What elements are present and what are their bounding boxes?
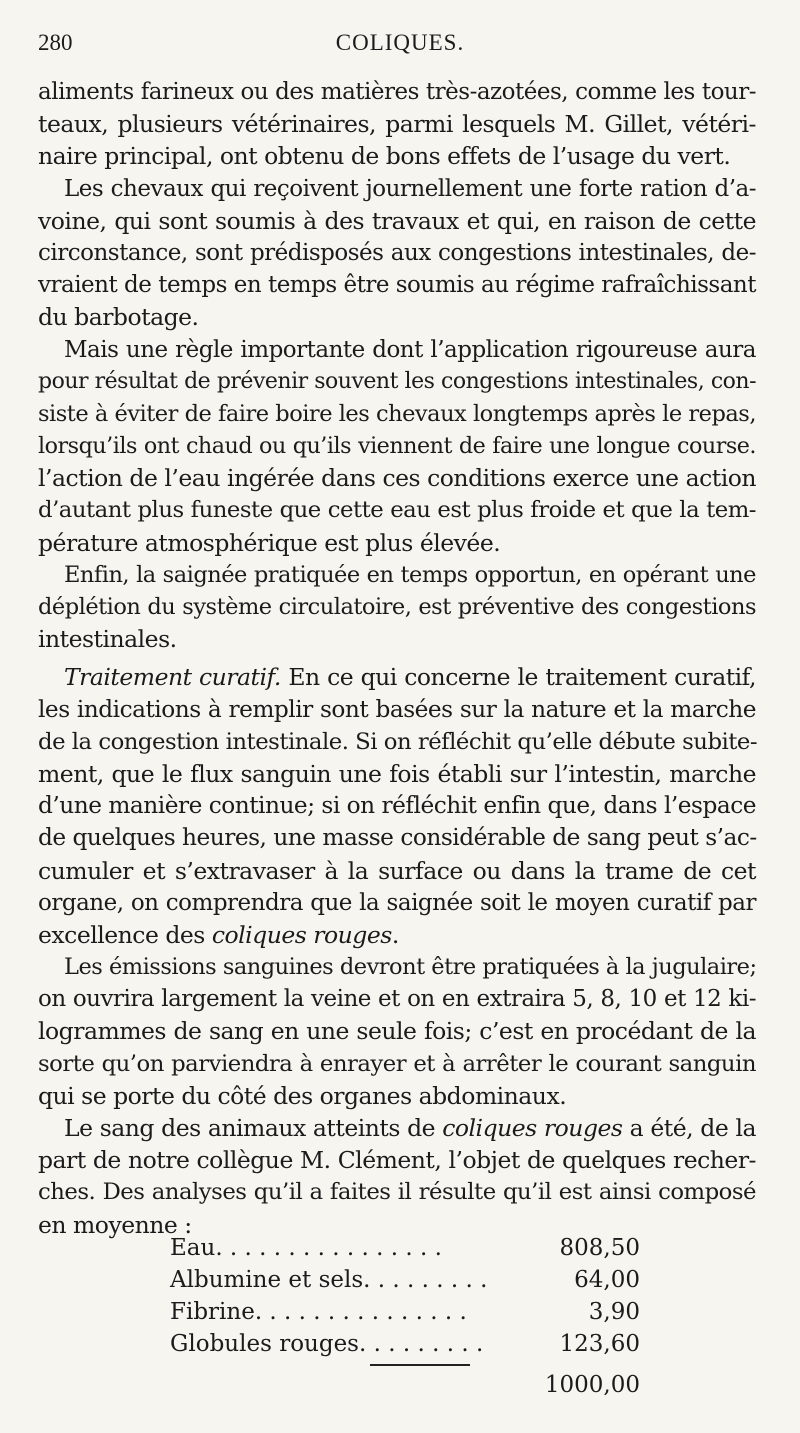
text-line: sorte qu’on parviendra à enrayer et à arrêter le courant sanguin <box>38 1050 756 1077</box>
text-line: Mais une règle importante dont l’application rigoureuse aura <box>64 336 756 363</box>
table-row <box>170 1299 640 1331</box>
page-number: 280 <box>38 30 73 55</box>
text-line: les indications à remplir sont basées sur la nature et la marche <box>38 695 756 723</box>
composition-table <box>170 1235 640 1363</box>
text-line: part de notre collègue M. Clément, l’objet de quelques recher- <box>38 1146 756 1175</box>
text-line: pérature atmosphérique est plus élevée. <box>38 528 501 557</box>
text-line: d’une manière continue; si on réfléchit enfin que, dans l’espace <box>38 792 756 820</box>
text-line: aliments farineux ou des matières très-azotées, comme les tour- <box>38 79 756 105</box>
row-value: 123,60 <box>559 1331 640 1357</box>
table-row <box>170 1331 640 1363</box>
row-label: Eau. . . . . . . . . . . . . . . . <box>170 1235 442 1261</box>
text-line: organe, on comprendra que la saignée soit le moyen curatif par <box>38 889 756 916</box>
text-line: pour résultat de prévenir souvent les congestions intestinales, con- <box>38 368 756 394</box>
text-line: cumuler et s’extravaser à la surface ou dans la trame de cet <box>38 856 756 885</box>
page-body <box>38 76 756 1241</box>
page-header <box>38 30 762 66</box>
sum-rule <box>370 1364 470 1366</box>
total-value: 1000,00 <box>544 1372 640 1398</box>
text-line: Le sang des animaux atteints de coliques rouges a été, de la <box>64 1114 756 1142</box>
text-line: de quelques heures, une masse considérable de sang peut s’ac- <box>38 824 757 852</box>
text-line: qui se porte du côté des organes abdominaux. <box>38 1081 567 1110</box>
text-line: Les chevaux qui reçoivent journellement une forte ration d’a- <box>64 175 756 202</box>
table-row <box>170 1235 640 1267</box>
text-line: Enfin, la saignée pratiquée en temps opportun, en opérant une <box>64 561 756 588</box>
table-total <box>170 1372 640 1404</box>
text-line: de la congestion intestinale. Si on réfléchit qu’elle débute subite- <box>38 728 758 755</box>
text-line: ches. Des analyses qu’il a faites il résulte qu’il est ainsi composé <box>38 1179 756 1206</box>
row-label: Globules rouges. . . . . . . . . <box>170 1331 484 1357</box>
text-line: d’autant plus funeste que cette eau est plus froide et que la tem- <box>38 497 756 524</box>
text-line: siste à éviter de faire boire les chevaux longtemps après le repas, <box>38 400 756 427</box>
row-value: 3,90 <box>588 1299 640 1325</box>
text-line: teaux, plusieurs vétérinaires, parmi lesquels M. Gillet, vétéri- <box>38 110 756 139</box>
text-line: vraient de temps en temps être soumis au régime rafraîchissant <box>38 272 756 299</box>
running-head: COLIQUES. <box>335 30 465 55</box>
text-line: du barbotage. <box>38 303 199 332</box>
text-line: en moyenne : <box>38 1210 192 1239</box>
row-value: 808,50 <box>559 1235 640 1261</box>
text-line: logrammes de sang en une seule fois; c’est en procédant de la <box>38 1017 756 1046</box>
row-label: Albumine et sels. . . . . . . . . <box>170 1267 488 1293</box>
text-line: déplétion du système circulatoire, est préventive des congestions <box>38 594 756 620</box>
text-line: on ouvrira largement la veine et on en extraira 5, 8, 10 et 12 ki- <box>38 986 756 1013</box>
text-line-italic-lead: Traitement curatif. En ce qui concerne le traitement curatif, <box>64 663 756 692</box>
text-line: Les émissions sanguines devront être pratiquées à la jugulaire; <box>64 954 757 981</box>
row-value: 64,00 <box>574 1267 640 1293</box>
text-line: voine, qui sont soumis à des travaux et qui, en raison de cette <box>38 206 756 235</box>
text-line: naire principal, ont obtenu de bons effets de l’usage du vert. <box>38 142 731 171</box>
text-line: circonstance, sont prédisposés aux congestions intestinales, de- <box>38 239 756 266</box>
text-line: excellence des coliques rouges. <box>38 920 399 949</box>
text-line: lorsqu’ils ont chaud ou qu’ils viennent de faire une longue course. <box>38 433 756 460</box>
table-row <box>170 1267 640 1299</box>
text-line: intestinales. <box>38 625 177 654</box>
text-line: ment, que le flux sanguin une fois établi sur l’intestin, marche <box>38 759 756 788</box>
text-line: l’action de l’eau ingérée dans ces conditions exerce une action <box>38 464 756 493</box>
row-label: Fibrine. . . . . . . . . . . . . . . <box>170 1299 467 1325</box>
